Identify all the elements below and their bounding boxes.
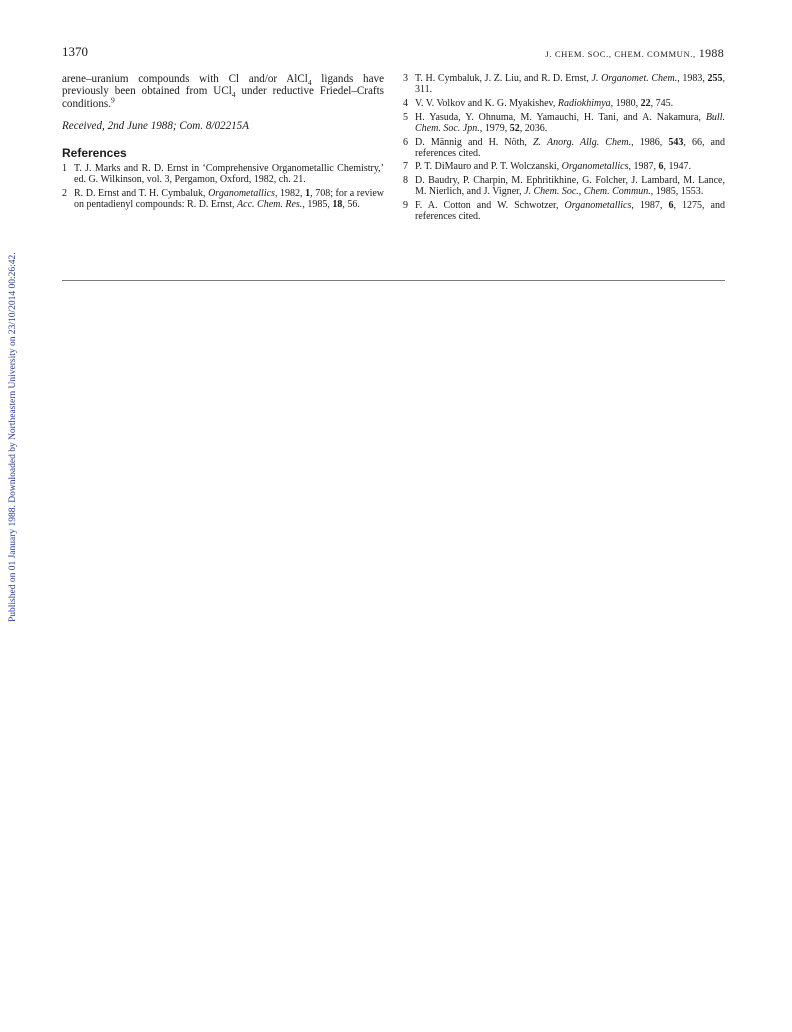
reference-text: T. J. Marks and R. D. Ernst in ‘Comprehensive Organometallic Chemistry,’ ed. G. Wilkinson, vol. 3, Pergamon, Oxford, 1982, ch. 21. bbox=[74, 163, 384, 186]
reference-text: F. A. Cotton and W. Schwotzer, Organometallics, 1987, 6, 1275, and references cited. bbox=[415, 200, 725, 223]
reference-list-left bbox=[62, 163, 384, 210]
reference-text: V. V. Volkov and K. G. Myakishev, Radiokhimya, 1980, 22, 745. bbox=[415, 97, 674, 109]
reference-item bbox=[403, 137, 725, 159]
reference-text: D. Baudry, P. Charpin, M. Ephritikhine, G. Folcher, J. Lambard, M. Lance, M. Nierlich, and J. Vigner, J. Chem. Soc., Chem. Commun., 1985, 1553. bbox=[415, 175, 725, 198]
reference-number: 8 bbox=[403, 175, 408, 187]
references-heading: References bbox=[62, 145, 127, 160]
reference-item bbox=[403, 73, 725, 95]
journal-year: 1988 bbox=[698, 46, 724, 60]
reference-item bbox=[62, 188, 384, 210]
reference-item bbox=[403, 175, 725, 197]
page-number: 1370 bbox=[62, 44, 88, 59]
reference-number: 4 bbox=[403, 97, 408, 109]
running-head bbox=[545, 46, 724, 61]
reference-number: 2 bbox=[62, 187, 67, 199]
body-paragraph: arene–uranium compounds with Cl and/or AlCl$_4$ ligands have previously been obtained from UCl$_4$ under reductive Friedel–Crafts conditions.$^9$ bbox=[62, 73, 384, 110]
reference-item bbox=[403, 98, 725, 109]
reference-number: 7 bbox=[403, 161, 408, 173]
reference-text: H. Yasuda, Y. Ohnuma, M. Yamauchi, H. Tani, and A. Nakamura, Bull. Chem. Soc. Jpn., 1979, 52, 2036. bbox=[415, 111, 725, 134]
reference-number: 9 bbox=[403, 200, 408, 212]
right-column bbox=[403, 73, 725, 225]
page-rule bbox=[62, 280, 725, 281]
journal-name: J. CHEM. SOC., CHEM. COMMUN., bbox=[545, 49, 696, 59]
reference-text: R. D. Ernst and T. H. Cymbaluk, Organometallics, 1982, 1, 708; for a review on pentadienyl compounds: R. D. Ernst, Acc. Chem. Res., 1985, 18, 56. bbox=[74, 187, 385, 211]
reference-item bbox=[62, 163, 384, 185]
reference-number: 6 bbox=[403, 136, 408, 148]
reference-number: 5 bbox=[403, 111, 408, 123]
reference-text: T. H. Cymbaluk, J. Z. Liu, and R. D. Ernst, J. Organomet. Chem., 1983, 255, 311. bbox=[415, 73, 725, 96]
left-column bbox=[62, 73, 384, 213]
download-watermark: Published on 01 January 1988. Downloaded by Northeastern University on 23/10/2014 00:26:42. bbox=[8, 252, 18, 622]
reference-item bbox=[403, 200, 725, 222]
reference-list-right bbox=[403, 73, 725, 222]
reference-text: P. T. DiMauro and P. T. Wolczanski, Organometallics, 1987, 6, 1947. bbox=[415, 161, 691, 173]
reference-text: D. Männig and H. Nöth, Z. Anorg. Allg. Chem., 1986, 543, 66, and references cited. bbox=[415, 136, 725, 159]
reference-number: 3 bbox=[403, 73, 408, 84]
reference-item bbox=[403, 112, 725, 134]
received-line: Received, 2nd June 1988; Com. 8/02215A bbox=[62, 120, 250, 133]
reference-number: 1 bbox=[62, 163, 67, 175]
reference-item bbox=[403, 161, 725, 172]
